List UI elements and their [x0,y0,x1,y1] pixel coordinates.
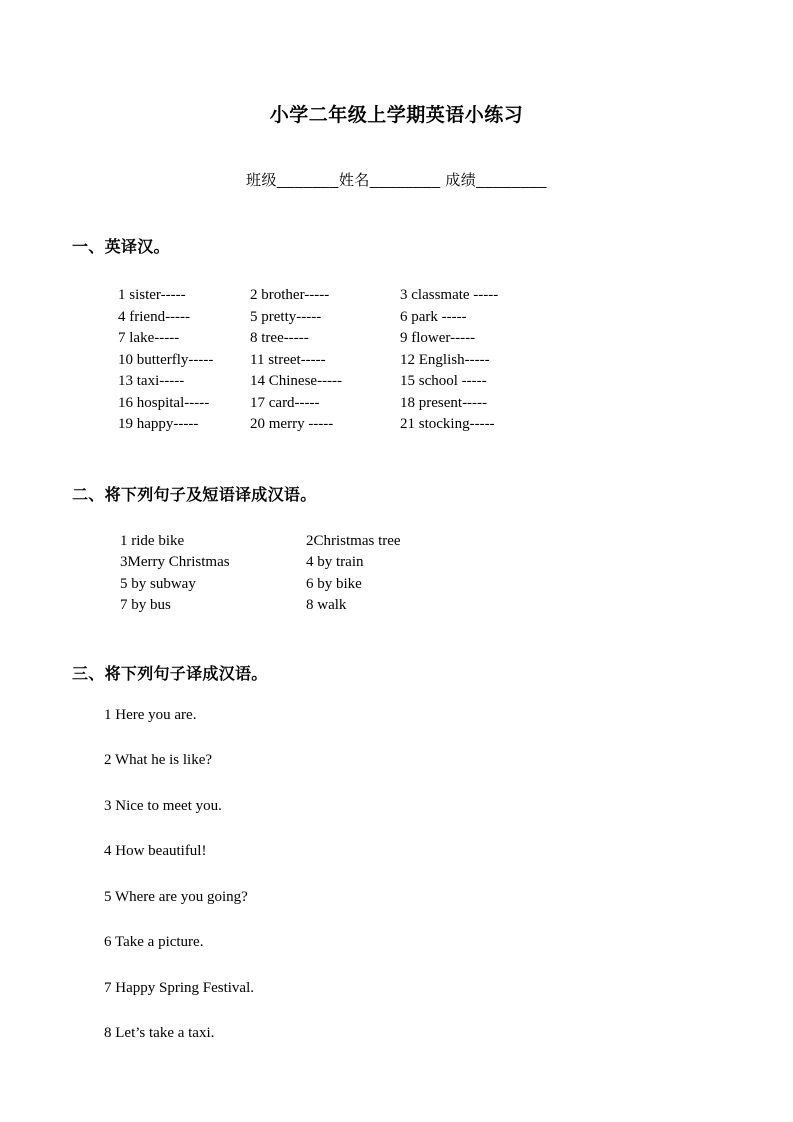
word-row [118,371,721,393]
word-item: 6 park ----- [400,308,467,325]
phrase-item: 5 by subway [120,575,196,592]
word-item: 20 merry ----- [250,416,334,432]
word-item: 9 flower----- [400,330,476,346]
phrase-item: 7 by bus [120,597,171,613]
word-item: 11 street----- [250,351,326,368]
word-item: 13 taxi----- [118,373,185,389]
word-row [118,393,721,415]
phrase-item: 3Merry Christmas [120,554,230,570]
phrase-item: 8 walk [306,597,347,613]
word-item: 14 Chinese----- [250,373,343,389]
word-item: 5 pretty----- [250,308,322,325]
sentence-item: 5 Where are you going? [104,888,248,905]
word-row [118,350,721,372]
section-heading-2: 二、将下列句子及短语译成汉语。 [72,486,317,504]
word-row [118,285,721,307]
student-info-line: 班级_______姓名________ 成绩________ [245,172,548,189]
phrase-row [120,574,721,596]
phrase-item: 6 by bike [306,575,362,592]
word-item: 4 friend----- [118,308,191,325]
word-item: 1 sister----- [118,287,186,303]
word-item: 18 present----- [400,394,488,411]
page-title: 小学二年级上学期英语小练习 [269,105,524,126]
sentence-item: 7 Happy Spring Festival. [104,979,254,996]
sentence-item: 2 What he is like? [104,752,213,768]
phrase-row [120,552,721,574]
sentence-item: 1 Here you are. [104,706,197,723]
word-item: 15 school ----- [400,373,487,389]
word-item: 21 stocking----- [400,416,495,432]
phrase-row [120,531,721,553]
word-item: 19 happy----- [118,416,199,432]
word-row [118,414,721,436]
word-translation-list [72,285,721,436]
word-item: 17 card----- [250,394,320,411]
word-item: 10 butterfly----- [118,351,214,368]
word-item: 12 English----- [400,351,490,368]
sentence-translation-list [72,706,721,1043]
phrase-item: 2Christmas tree [306,532,401,549]
word-item: 7 lake----- [118,330,180,346]
phrase-item: 4 by train [306,554,364,570]
section-heading-3: 三、将下列句子译成汉语。 [72,665,268,683]
word-item: 2 brother----- [250,287,330,303]
sentence-item: 3 Nice to meet you. [104,797,222,814]
sentence-item: 8 Let’s take a taxi. [104,1025,215,1041]
word-item: 3 classmate ----- [400,287,499,303]
phrase-item: 1 ride bike [120,532,185,549]
section-heading-1: 一、英译汉。 [72,239,170,256]
word-item: 16 hospital----- [118,394,210,411]
phrase-translation-list [72,531,721,617]
phrase-row [120,595,721,617]
word-row [118,307,721,329]
word-item: 8 tree----- [250,330,309,346]
sentence-item: 6 Take a picture. [104,934,204,950]
word-row [118,328,721,350]
sentence-item: 4 How beautiful! [104,843,207,859]
